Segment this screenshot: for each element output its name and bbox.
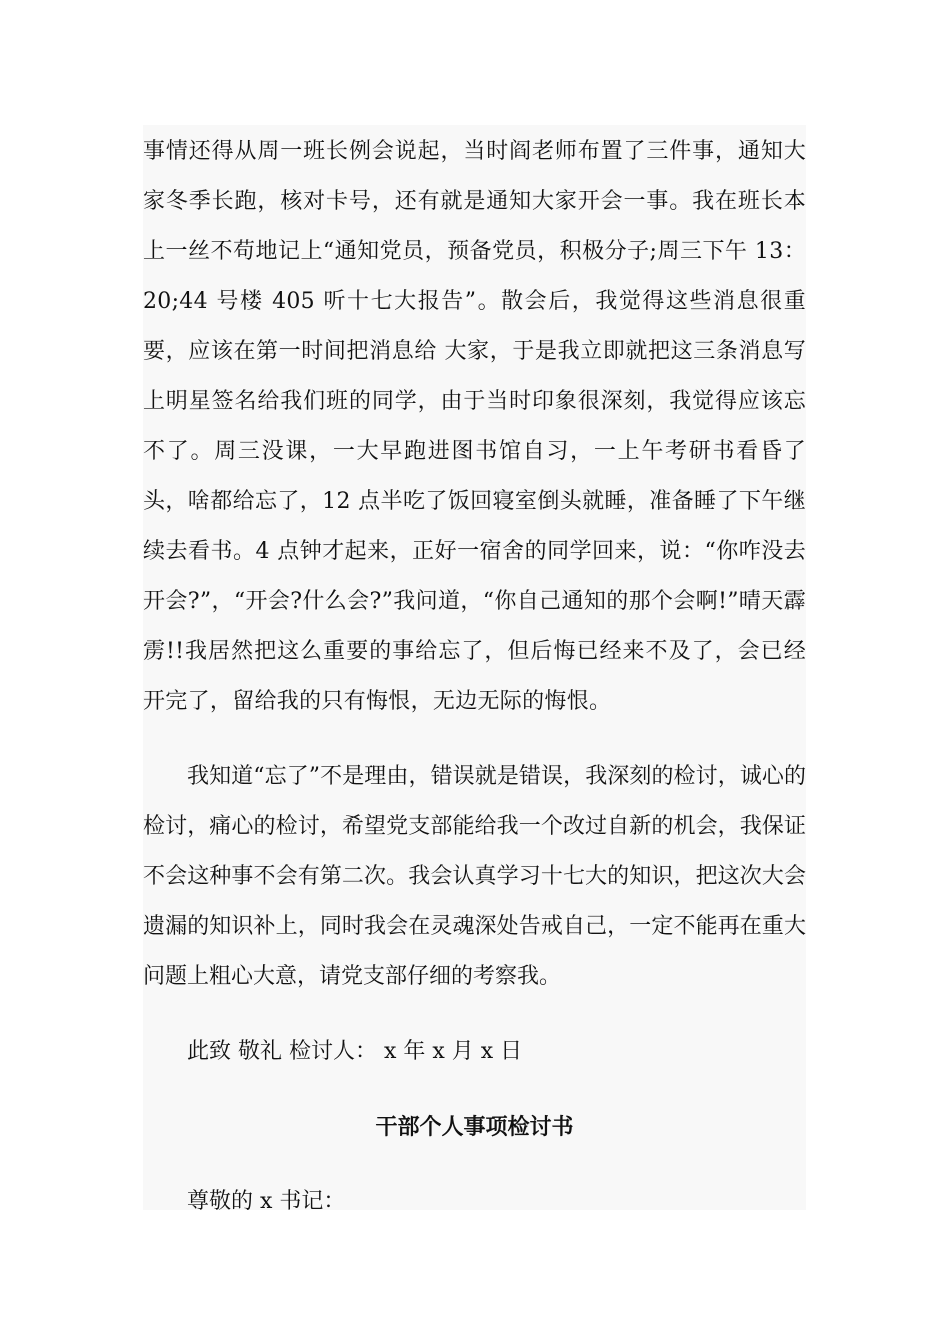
salutation: 尊敬的 x 书记： bbox=[187, 1189, 346, 1214]
section-title: 干部个人事项检讨书 bbox=[375, 1114, 574, 1140]
document-body bbox=[143, 127, 806, 1227]
body-paragraph-2: 我知道“忘了”不是理由，错误就是错误，我深刻的检讨，诚心的检讨，痛心的检讨，希望党支部能给我一个改过自新的机会，我保证不会这种事不会有第二次。我会认真学习十七大的知识，把这次大会遗漏的知识补上，同时我会在灵魂深处告戒自己，一定不能再在重大问题上粗心大意，请党支部仔细的考察我。 bbox=[143, 764, 806, 989]
closing-line: 此致 敬礼 检讨人： x 年 x 月 x 日 bbox=[187, 1039, 523, 1064]
body-paragraph-1: 事情还得从周一班长例会说起，当时阎老师布置了三件事，通知大家冬季长跑，核对卡号，还有就是通知大家开会一事。我在班长本上一丝不苟地记上“通知党员，预备党员，积极分子;周三下午 13：20;44 号楼 405 听十七大报告”。散会后，我觉得这些消息很重要，应该在第一时间把消息给 大家，于是我立即就把这三条消息写上明星签名给我们班的同学，由于当时印象很深刻，我觉得应该忘不了。周三没课，一大早跑进图书馆自习，一上午考研书看昏了头，啥都给忘了，12 点半吃了饭回寝室倒头就睡，准备睡了下午继续去看书。4 点钟才起来，正好一宿舍的同学回来，说：“你咋没去开会?”，“开会?什么会?”我问道，“你自己通知的那个会啊!”晴天霹雳!!我居然把这么重要的事给忘了，但后悔已经来不及了，会已经开完了，留给我的只有悔恨，无边无际的悔恨。 bbox=[143, 139, 806, 714]
